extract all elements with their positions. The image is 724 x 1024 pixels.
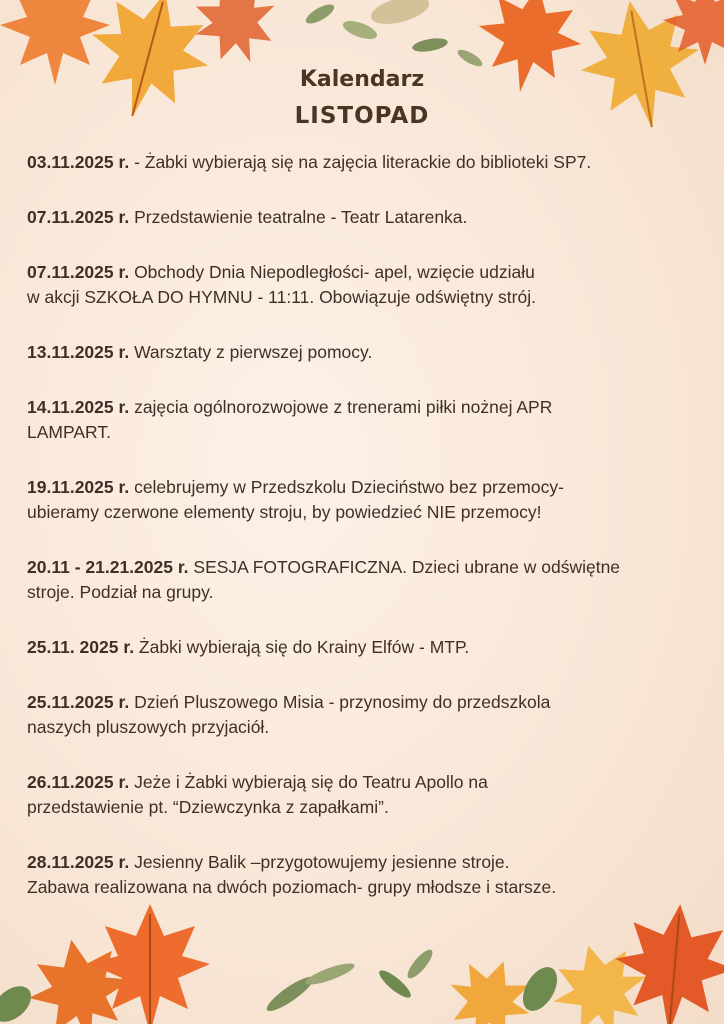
event-list — [27, 150, 707, 930]
event-item — [27, 555, 707, 605]
event-text: Przedstawienie teatralne - Teatr Latarenka. — [129, 207, 468, 227]
event-text: Dzień Pluszowego Misia - przynosimy do przedszkola naszych pluszowych przyjaciół. — [27, 692, 551, 737]
event-text: Żabki wybierają się do Krainy Elfów - MTP. — [134, 637, 470, 657]
event-item — [27, 150, 707, 175]
event-item — [27, 635, 707, 660]
page-title — [0, 62, 724, 134]
maple-leaf-icon — [542, 933, 660, 1024]
event-text: SESJA FOTOGRAFICZNA. Dzieci ubrane w odświętne stroje. Podział na grupy. — [27, 557, 621, 602]
event-date: 03.11.2025 r. — [27, 152, 130, 172]
event-date: 14.11.2025 r. — [27, 397, 130, 417]
event-item — [27, 260, 707, 310]
event-date: 26.11.2025 r. — [27, 772, 130, 792]
event-text: Obchody Dnia Niepodległości- apel, wzięcie udziału w akcji SZKOŁA DO HYMNU - 11:11. Obowiązuje odświętny strój. — [27, 262, 536, 307]
title-line-2: LISTOPAD — [294, 103, 430, 129]
event-text: celebrujemy w Przedszkolu Dzieciństwo bez przemocy- ubieramy czerwone elementy stroju, by powiedzieć NIE przemocy! — [27, 477, 564, 522]
event-item — [27, 475, 707, 525]
event-date: 19.11.2025 r. — [27, 477, 130, 497]
event-date: 07.11.2025 r. — [27, 207, 130, 227]
event-item — [27, 205, 707, 230]
green-twig-icon — [303, 0, 484, 69]
event-text: - Żabki wybierają się na zajęcia literackie do biblioteki SP7. — [129, 152, 592, 172]
title-line-1: Kalendarz — [299, 67, 425, 92]
event-item — [27, 850, 707, 900]
event-date: 13.11.2025 r. — [27, 342, 130, 362]
green-twig-icon — [263, 946, 436, 1015]
green-leaf-icon — [516, 961, 564, 1017]
event-text: zajęcia ogólnorozwojowe z trenerami piłki nożnej APR LAMPART. — [27, 397, 553, 442]
maple-leaf-icon — [435, 947, 543, 1024]
maple-leaf-icon — [663, 0, 724, 65]
event-text: Jesienny Balik –przygotowujemy jesienne stroje. Zabawa realizowana na dwóch poziomach- grupy młodsze i starsze. — [27, 852, 557, 897]
event-date: 28.11.2025 r. — [27, 852, 130, 872]
event-date: 20.11 - 21.21.2025 r. — [27, 557, 189, 577]
green-leaf-icon — [0, 979, 38, 1024]
event-item — [27, 690, 707, 740]
event-text: Jeże i Żabki wybierają się do Teatru Apollo na przedstawienie pt. “Dziewczynka z zapałkami”. — [27, 772, 488, 817]
event-date: 25.11.2025 r. — [27, 692, 130, 712]
event-item — [27, 770, 707, 820]
event-date: 25.11. 2025 r. — [27, 637, 135, 657]
maple-leaf-icon — [20, 931, 141, 1024]
event-item — [27, 395, 707, 445]
event-text: Warsztaty z pierwszej pomocy. — [129, 342, 373, 362]
event-item — [27, 340, 707, 365]
event-date: 07.11.2025 r. — [27, 262, 130, 282]
